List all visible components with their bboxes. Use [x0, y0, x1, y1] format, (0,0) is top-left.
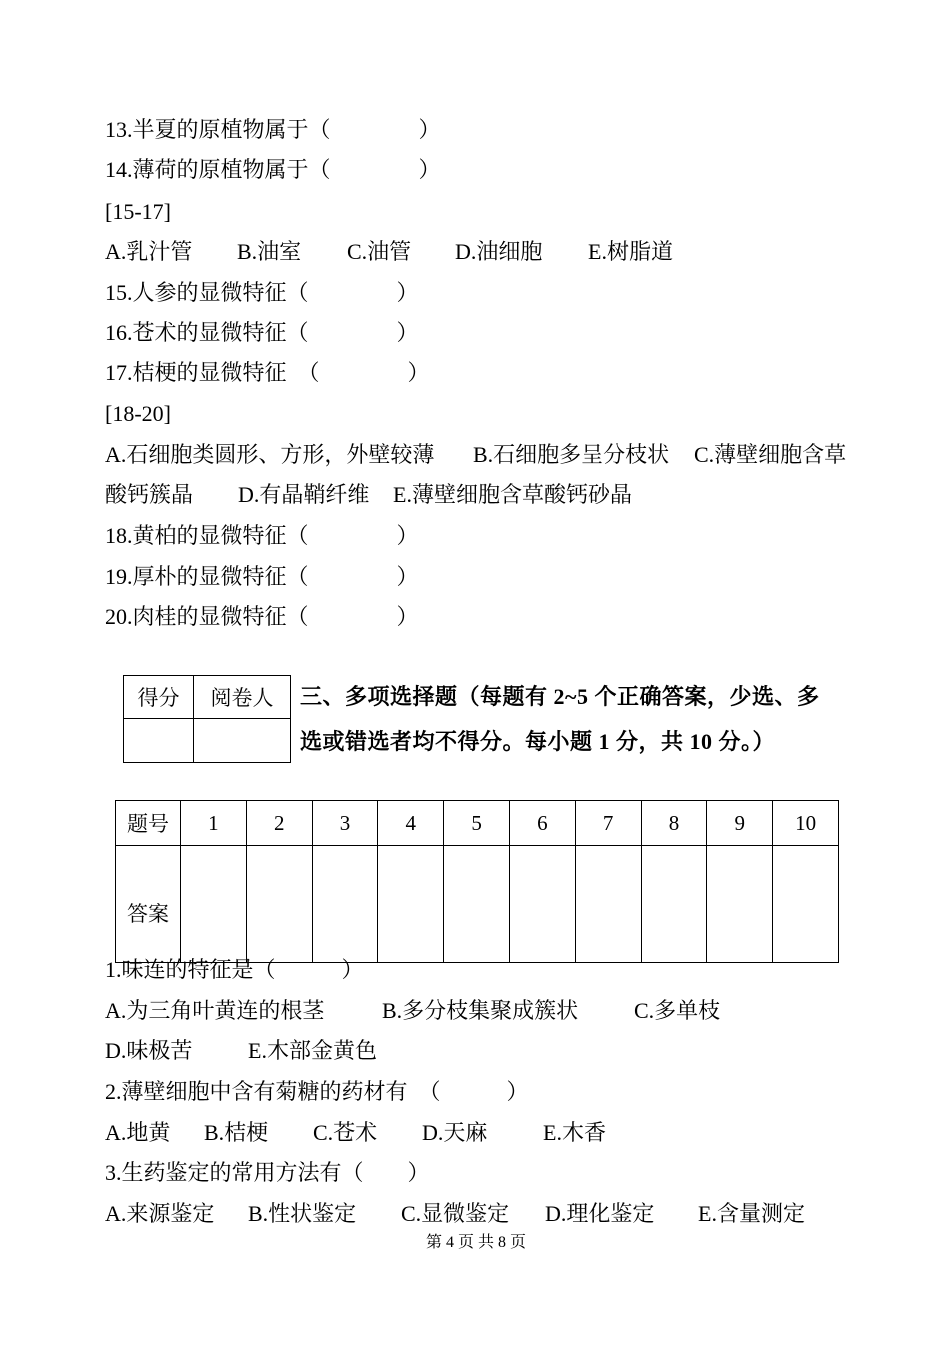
score-label: 得分 — [124, 676, 194, 719]
option-a: A.乳汁管 — [105, 239, 193, 264]
answer-cell — [378, 846, 444, 963]
question-18: 18.黄柏的显微特征（ ） — [105, 523, 419, 548]
mc-question-2: 2.薄壁细胞中含有菊糖的药材有 （ ） — [105, 1079, 529, 1104]
question-number: 8 — [641, 801, 707, 846]
option-a: A.来源鉴定 — [105, 1201, 215, 1226]
question-19: 19.厚朴的显微特征（ ） — [105, 564, 419, 589]
options-15-17 — [0, 238, 952, 266]
group-label-18-20: [18-20] — [105, 401, 171, 426]
mc-question-3: 3.生药鉴定的常用方法有（ ） — [105, 1160, 430, 1185]
score-box — [123, 675, 291, 763]
option-d: D.有晶鞘纤维 — [238, 482, 370, 507]
question-number: 2 — [246, 801, 312, 846]
question-17: 17.桔梗的显微特征 （ ） — [105, 360, 430, 385]
option-a: A.地黄 — [105, 1120, 171, 1145]
grader-cell — [194, 719, 291, 763]
answer-cell — [444, 846, 510, 963]
page-footer: 第 4 页 共 8 页 — [425, 1234, 526, 1251]
question-number: 10 — [773, 801, 839, 846]
question-number: 9 — [707, 801, 773, 846]
mc-question-1: 1.味连的特征是（ ） — [105, 957, 364, 982]
answer-cell — [575, 846, 641, 963]
option-d: D.味极苦 — [105, 1038, 193, 1063]
answer-cell — [312, 846, 378, 963]
section-heading-line1: 三、多项选择题（每题有 2~5 个正确答案，少选、多 — [300, 684, 820, 709]
option-a: A.石细胞类圆形、方形，外壁较薄 — [105, 442, 435, 467]
question-15: 15.人参的显微特征（ ） — [105, 280, 419, 305]
option-b: B.多分枝集聚成簇状 — [382, 998, 579, 1023]
score-cell — [124, 719, 194, 763]
mc-question-3-options — [0, 1200, 952, 1228]
answer-cell — [641, 846, 707, 963]
option-c: C.油管 — [347, 239, 412, 264]
option-e: E.树脂道 — [588, 239, 673, 264]
option-b: B.油室 — [237, 239, 302, 264]
question-20: 20.肉桂的显微特征（ ） — [105, 604, 419, 629]
option-e: E.木部金黄色 — [248, 1038, 377, 1063]
question-number: 5 — [444, 801, 510, 846]
answer-table-header-row — [116, 801, 839, 846]
answer-table-answer-row — [116, 846, 839, 963]
mc-question-2-options — [0, 1119, 952, 1147]
question-13: 13.半夏的原植物属于（ ） — [105, 117, 441, 142]
answer-label: 答案 — [116, 846, 181, 963]
mc-question-1-options-line1 — [0, 997, 952, 1025]
question-number: 6 — [509, 801, 575, 846]
answer-cell — [773, 846, 839, 963]
option-e: E.木香 — [543, 1120, 606, 1145]
option-c-continued: 酸钙簇晶 — [105, 482, 194, 507]
option-d: D.油细胞 — [455, 239, 543, 264]
option-c: C.薄壁细胞含草 — [694, 442, 847, 467]
answer-table — [115, 800, 839, 963]
answer-cell — [707, 846, 773, 963]
mc-question-1-options-line2 — [0, 1037, 952, 1065]
number-label: 题号 — [116, 801, 181, 846]
question-16: 16.苍术的显微特征（ ） — [105, 320, 419, 345]
answer-cell — [181, 846, 247, 963]
section-heading-line2: 选或错选者均不得分。每小题 1 分，共 10 分。） — [300, 729, 776, 754]
option-d: D.理化鉴定 — [545, 1201, 655, 1226]
option-a: A.为三角叶黄连的根茎 — [105, 998, 325, 1023]
grader-label: 阅卷人 — [194, 676, 291, 719]
option-d: D.天麻 — [422, 1120, 488, 1145]
option-e: E.含量测定 — [698, 1201, 805, 1226]
options-18-20-line2 — [0, 481, 952, 509]
group-label-15-17: [15-17] — [105, 199, 171, 224]
answer-cell — [246, 846, 312, 963]
options-18-20-line1 — [0, 441, 952, 469]
question-14: 14.薄荷的原植物属于（ ） — [105, 157, 441, 182]
option-b: B.石细胞多呈分枝状 — [473, 442, 670, 467]
question-number: 3 — [312, 801, 378, 846]
option-b: B.桔梗 — [204, 1120, 269, 1145]
option-c: C.显微鉴定 — [401, 1201, 510, 1226]
question-number: 7 — [575, 801, 641, 846]
option-c: C.苍术 — [313, 1120, 378, 1145]
answer-cell — [509, 846, 575, 963]
option-e: E.薄壁细胞含草酸钙砂晶 — [393, 482, 632, 507]
question-number: 4 — [378, 801, 444, 846]
question-number: 1 — [181, 801, 247, 846]
option-b: B.性状鉴定 — [248, 1201, 357, 1226]
option-c: C.多单枝 — [634, 998, 721, 1023]
